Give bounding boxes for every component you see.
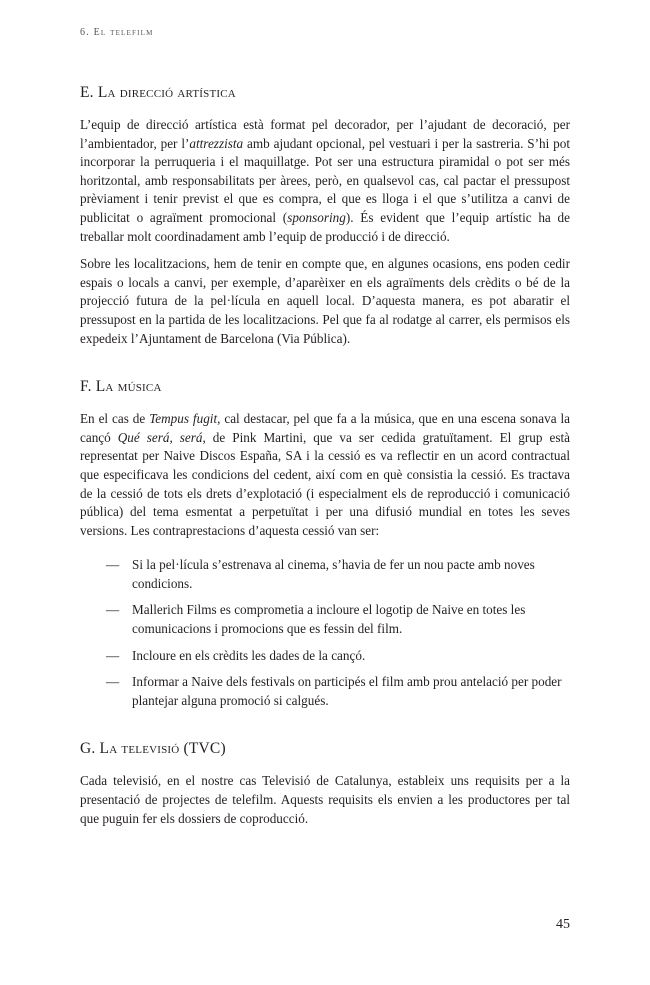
- dash-bullet: —: [106, 674, 120, 690]
- running-head: [80, 27, 154, 38]
- text-run: amb ajudant opcional, pel vestuari i per la sastreria. S’hi pot incorporar la perruqueria i el maquillatge. Pot ser una estructura piramidal o pot ser més horitzontal, amb responsabilitats per àrees, però, en qualsevol cas, cal pactar el pressupost prèviament i tenir previst el que es compra, el que es lloga i el que s’utilitza a canvi de publicitat o agraïment promocional (: [80, 135, 570, 225]
- list-item-text: Mallerich Films es comprometia a incloure el logotip de Naive en totes les comunicacions i promocions que es fessin del film.: [132, 602, 526, 637]
- chapter-number: 6.: [80, 27, 90, 38]
- dash-bullet: —: [106, 602, 120, 618]
- page-number: 45: [556, 917, 570, 932]
- italic-run: Qué será, será: [117, 429, 203, 445]
- text-run: cal destacar, pel que fa a la música, que en una escena sonava la cançó: [80, 411, 571, 445]
- italic-run: Tempus fugit,: [149, 411, 221, 427]
- list-item-text: Incloure en els crèdits les dades de la cançó.: [132, 647, 366, 663]
- list-item-text: Si la pel·lícula s’estrenava al cinema, s’havia de fer un nou pacte amb noves condicions.: [132, 557, 535, 591]
- dash-bullet: —: [106, 647, 120, 663]
- page-body: [80, 84, 570, 858]
- section-direccio-artistica: [80, 84, 570, 348]
- text-run: ). És evident que l’equip artístic ha de treballar molt coordinadament amb l’equip de producció i de direcció.: [80, 209, 570, 244]
- italic-run: sponsoring: [287, 209, 346, 225]
- section-heading: E. La direcció artística: [80, 84, 236, 101]
- section-televisio: [80, 740, 570, 828]
- italic-run: attrezzista: [189, 135, 244, 151]
- chapter-title: El telefilm: [93, 27, 154, 38]
- text-run: L’equip de direcció artística està format pel decorador, per l’ajudant de decoració, per l’ambientador, per l’: [80, 117, 570, 151]
- section-heading: G. La televisió (TVC): [80, 740, 226, 758]
- paragraph: [80, 116, 570, 246]
- contraprestacions-list: [80, 556, 570, 710]
- section-musica: [80, 378, 570, 710]
- text-run: Cada televisió, en el nostre cas Televisió de Catalunya, estableix uns requisits per a la presentació de projectes de telefilm. Aquests requisits els envien a les productores per tal que puguin fer els dossiers de coproducció.: [80, 773, 570, 826]
- text-run: , de Pink Martini, que va ser cedida gratuïtament. El grup està representat per Naive Discos España, SA i la cessió es va reflectir en un acord contractual que especificava les condicions del cedent, així com en què consistia la cessió. Es tractava de la cessió de tots els drets d’explotació (i especialment els de reproducció i comunicació pública) del tema esmentat a perpetuïtat i per una difusió mundial en totes les seves versions. Les contraprestacions d’aquesta cessió van ser:: [80, 429, 570, 538]
- section-heading: F. La música: [80, 378, 162, 396]
- paragraph: [80, 410, 570, 540]
- list-item: [106, 647, 570, 666]
- text-run: Sobre les localitzacions, hem de tenir en compte que, en algunes ocasions, ens poden cedir espais o locals a canvi, per exemple, d’aparèixer en els agraïments dels crèdits o bé de la projecció futura de la pel·lícula en aquell local. D’aquesta manera, es pot abaratir el pressupost en la partida de les localitzacions. Pel que fa al rodatge al carrer, els permisos els expedeix l’Ajuntament de Barcelona (Via Pública).: [80, 256, 570, 346]
- list-item-text: Informar a Naive dels festivals on participés el film amb prou antelació per poder plantejar alguna promoció si calgués.: [132, 674, 562, 708]
- text-run: En el cas de: [80, 411, 150, 427]
- dash-bullet: —: [106, 557, 120, 573]
- paragraph: [80, 772, 570, 828]
- list-item: [106, 556, 570, 593]
- paragraph: [80, 255, 570, 348]
- list-item: [106, 673, 570, 710]
- list-item: [106, 601, 570, 638]
